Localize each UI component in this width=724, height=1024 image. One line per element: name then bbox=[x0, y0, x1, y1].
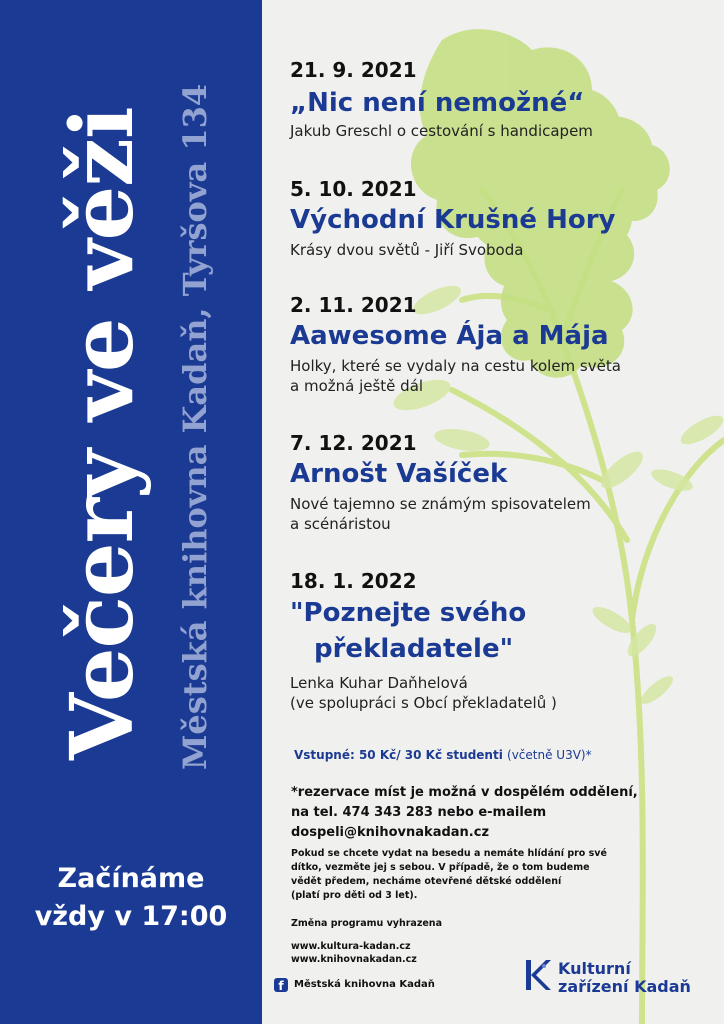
poster-subtitle: Městská knihovna Kadaň, Tyršova 134 bbox=[176, 83, 214, 770]
event-4-desc-line1: Nové tajemno se známým spisovatelem bbox=[290, 495, 591, 513]
left-panel bbox=[0, 0, 262, 1024]
event-4-date: 7. 12. 2021 bbox=[290, 431, 417, 455]
reservation-line2: na tel. 474 343 283 nebo e-mailem bbox=[291, 805, 547, 820]
kids-line1: Pokud se chcete vydat na besedu a nemáte hlídání pro své bbox=[291, 848, 607, 859]
event-3-date: 2. 11. 2021 bbox=[290, 293, 417, 317]
website-kultura[interactable]: www.kultura-kadan.cz bbox=[291, 941, 411, 952]
kz-logo-line2: zařízení Kadaň bbox=[558, 977, 691, 996]
kz-logo-line1: Kulturní bbox=[558, 959, 631, 978]
kids-info bbox=[291, 847, 607, 903]
event-5-desc-line2: (ve spolupráci s Obcí překladatelů ) bbox=[290, 694, 557, 712]
website-knihovna[interactable]: www.knihovnakadan.cz bbox=[291, 954, 417, 965]
kids-line2: dítko, vezměte jej s sebou. V případě, že o tom budeme bbox=[291, 862, 590, 873]
event-2-date: 5. 10. 2021 bbox=[290, 177, 417, 201]
event-5-date: 18. 1. 2022 bbox=[290, 569, 417, 593]
event-3-desc-line2: a možná ještě dál bbox=[290, 377, 424, 395]
event-4-title: Arnošt Vašíček bbox=[290, 459, 508, 489]
event-3-desc bbox=[290, 356, 621, 396]
event-3-desc-line1: Holky, které se vydaly na cestu kolem světa bbox=[290, 357, 621, 375]
event-5-title: "Poznejte svého bbox=[290, 598, 527, 628]
kz-logo-icon bbox=[524, 956, 552, 992]
reservation-info bbox=[291, 783, 638, 843]
entry-fee bbox=[294, 748, 592, 762]
reservation-line1: *rezervace míst je možná v dospělém oddělení, bbox=[291, 785, 638, 800]
event-2-title: Východní Krušné Hory bbox=[290, 205, 616, 235]
event-5-desc bbox=[290, 673, 557, 713]
start-time bbox=[0, 860, 262, 936]
kids-line3: vědět předem, necháme otevřené dětské oddělení bbox=[291, 876, 562, 887]
entry-fee-bold: Vstupné: 50 Kč/ 30 Kč studenti bbox=[294, 748, 503, 762]
reservation-email[interactable]: dospeli@knihovnakadan.cz bbox=[291, 825, 490, 840]
event-3-title: Aawesome Ája a Mája bbox=[290, 321, 609, 351]
kz-logo-text bbox=[558, 960, 691, 996]
facebook-icon[interactable]: f bbox=[274, 978, 288, 992]
start-line1: Začínáme bbox=[57, 863, 205, 894]
event-4-desc bbox=[290, 494, 591, 534]
event-1-title: „Nic není nemožné“ bbox=[290, 88, 585, 118]
program-change-note: Změna programu vyhrazena bbox=[291, 918, 442, 929]
poster-title: Večery ve věži bbox=[52, 107, 153, 760]
event-1-desc: Jakub Greschl o cestování s handicapem bbox=[290, 122, 593, 140]
event-5-title-line2: překladatele" bbox=[314, 634, 514, 664]
start-line2: vždy v 17:00 bbox=[34, 901, 228, 932]
entry-fee-note: (včetně U3V)* bbox=[507, 748, 592, 762]
kids-line4: (platí pro děti od 3 let). bbox=[291, 890, 418, 901]
event-1-date: 21. 9. 2021 bbox=[290, 58, 417, 82]
event-5-desc-line1: Lenka Kuhar Daňhelová bbox=[290, 674, 468, 692]
facebook-page[interactable]: Městská knihovna Kadaň bbox=[294, 979, 435, 990]
event-4-desc-line2: a scénáristou bbox=[290, 515, 391, 533]
event-2-desc: Krásy dvou světů - Jiří Svoboda bbox=[290, 241, 524, 259]
websites bbox=[291, 940, 417, 966]
